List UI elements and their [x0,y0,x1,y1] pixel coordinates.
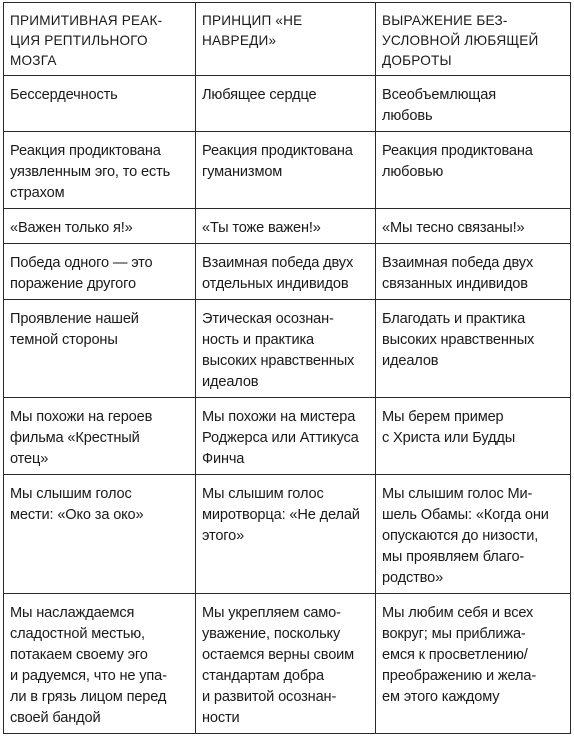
table-row [4,244,571,300]
table-cell: Победа одного — это поражение другого [4,244,196,300]
header-row [4,3,571,76]
table-cell: «Важен только я!» [4,209,196,244]
table-cell: Всеобъемлющая любовь [376,76,571,132]
header-reptilian-reaction: ПРИМИТИВНАЯ РЕАК- ЦИЯ РЕПТИЛЬНОГО МОЗГА [4,3,196,76]
table-cell: Взаимная победа двух отдельных индивидов [196,244,376,300]
comparison-table [3,2,571,734]
table-cell: Мы слышим голос Ми- шель Обамы: «Когда они опускаются до низости, мы проявляем благо- родство» [376,475,571,594]
table-cell: Этическая осознан- ность и практика высоких нравственных идеалов [196,300,376,398]
table-row [4,398,571,475]
table-cell: Мы похожи на мистера Роджерса или Аттикуса Финча [196,398,376,475]
table-cell: Благодать и практика высоких нравственных идеалов [376,300,571,398]
table-row [4,132,571,209]
table-row [4,76,571,132]
table-cell: Реакция продиктована уязвленным эго, то есть страхом [4,132,196,209]
table-cell: Мы наслаждаемся сладостной местью, потакаем своему эго и радуемся, что не упа- ли в грязь лицом перед своей бандой [4,594,196,734]
table-cell: Реакция продиктована любовью [376,132,571,209]
table-cell: Мы слышим голос мести: «Око за око» [4,475,196,594]
table-row [4,594,571,734]
table-row [4,475,571,594]
table-cell: Любящее сердце [196,76,376,132]
header-unconditional-kindness: ВЫРАЖЕНИЕ БЕЗ- УСЛОВНОЙ ЛЮБЯЩЕЙ ДОБРОТЫ [376,3,571,76]
table-cell: «Мы тесно связаны!» [376,209,571,244]
table-cell: Взаимная победа двух связанных индивидов [376,244,571,300]
table-cell: Мы укрепляем само- уважение, поскольку остаемся верны своим стандартам добра и развитой осознан- ности [196,594,376,734]
table-cell: Мы слышим голос миротворца: «Не делай этого» [196,475,376,594]
table-cell: «Ты тоже важен!» [196,209,376,244]
header-do-no-harm: ПРИНЦИП «НЕ НАВРЕДИ» [196,3,376,76]
table-row [4,300,571,398]
table-cell: Бессердечность [4,76,196,132]
table-cell: Реакция продиктована гуманизмом [196,132,376,209]
table-row [4,209,571,244]
table-cell: Мы похожи на героев фильма «Крестный отец» [4,398,196,475]
table-cell: Проявление нашей темной стороны [4,300,196,398]
table-cell: Мы берем пример с Христа или Будды [376,398,571,475]
table-cell: Мы любим себя и всех вокруг; мы приближа- емся к просветлению/ преображению и жела- ем этого каждому [376,594,571,734]
